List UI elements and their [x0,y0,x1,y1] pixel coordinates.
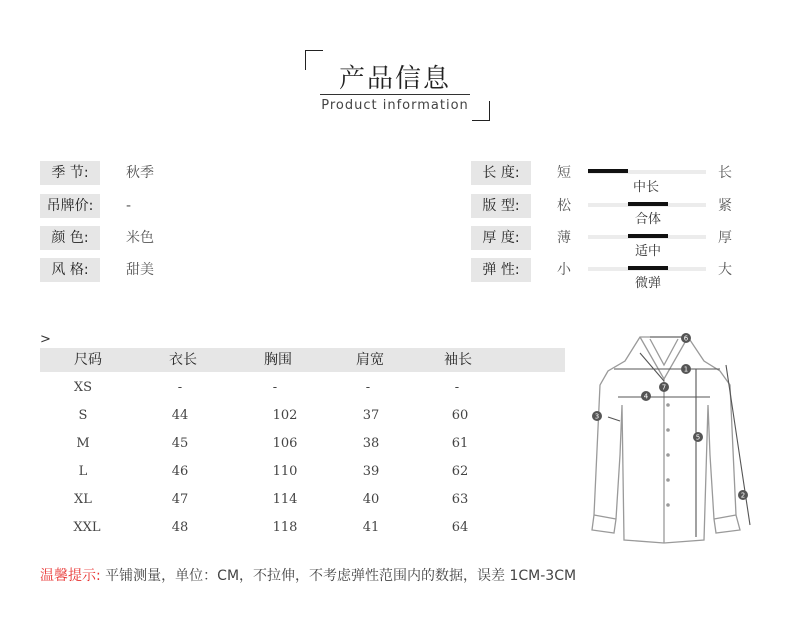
header-length: 衣长 [169,352,197,368]
season-label: 季 节: [40,161,100,185]
cell-xl-sleeve: 63 [451,492,469,507]
thickness-high: 厚 [718,230,732,246]
cell-xxl-shoulder: 41 [362,520,380,535]
cell-xl-length: 47 [171,492,189,507]
thickness-low: 薄 [557,230,571,246]
fit-low: 松 [557,198,571,214]
length-label: 长 度: [471,161,531,185]
cell-s-bust: 102 [272,408,298,423]
measure-lines [608,334,750,537]
tag-price-value: - [126,198,132,214]
thickness-scale-marker [628,234,668,238]
cell-xxl-sleeve: 64 [451,520,469,535]
cell-m-shoulder: 38 [362,436,380,451]
cell-xl-bust: 114 [272,492,298,507]
cell-m-size: M [76,436,90,451]
thickness-label: 厚 度: [471,226,531,250]
fit-selected: 合体 [634,212,661,227]
cell-s-sleeve: 60 [451,408,469,423]
bracket-bottom-right-vertical [489,101,490,121]
cell-xs-shoulder: - [365,380,371,395]
cell-m-bust: 106 [272,436,298,451]
measure-markers [592,333,748,500]
cell-l-size: L [78,464,88,479]
elasticity-low: 小 [557,262,571,278]
cell-l-bust: 110 [272,464,298,479]
length-selected: 中长 [632,180,659,195]
length-scale-marker [588,169,628,173]
marker-2-label: 2 [740,491,746,500]
page-subtitle: Product information [321,98,469,113]
elasticity-high: 大 [718,262,732,278]
shirt-buttons [666,403,670,507]
shirt-measurement-diagram [580,325,760,550]
shirt-outline [592,334,740,543]
fit-scale-marker [628,202,668,206]
table-marker: > [40,332,51,347]
header-size: 尺码 [74,352,102,368]
cell-xs-size: XS [73,380,93,395]
tip-text: 平铺测量，单位：CM，不拉伸，不考虑弹性范围内的数据，误差 1CM-3CM [105,568,577,584]
marker-5-label: 5 [695,433,701,442]
cell-xs-sleeve: - [454,380,460,395]
cell-l-length: 46 [171,464,189,479]
tag-price-label: 吊牌价: [40,194,100,218]
title-underline [320,94,470,95]
marker-6-label: 6 [683,334,689,343]
elasticity-selected: 微弹 [634,276,661,291]
cell-xl-size: XL [74,492,92,507]
elasticity-scale-marker [628,266,668,270]
cell-m-length: 45 [171,436,189,451]
header-sleeve: 袖长 [444,352,472,368]
elasticity-label: 弹 性: [471,258,531,282]
cell-l-shoulder: 39 [362,464,380,479]
fit-high: 紧 [718,198,732,214]
marker-3-label: 3 [594,412,600,421]
length-low: 短 [557,165,571,181]
page-title: 产品信息 [338,64,451,94]
cell-xs-length: - [177,380,183,395]
cell-xl-shoulder: 40 [362,492,380,507]
cell-xxl-length: 48 [171,520,189,535]
color-value: 米色 [126,230,154,246]
thickness-selected: 适中 [634,244,661,259]
style-label: 风 格: [40,258,100,282]
cell-xs-bust: - [272,380,278,395]
cell-s-shoulder: 37 [362,408,380,423]
header-bust: 胸围 [264,352,292,368]
color-label: 颜 色: [40,226,100,250]
bracket-top-left [305,50,323,51]
cell-xxl-size: XXL [73,520,101,535]
cell-l-sleeve: 62 [451,464,469,479]
header-shoulder: 肩宽 [356,352,384,368]
marker-1-label: 1 [683,365,689,374]
length-high: 长 [718,165,732,181]
marker-7-label: 7 [661,383,667,392]
fit-label: 版 型: [471,194,531,218]
size-tip [40,565,576,585]
cell-xxl-bust: 118 [272,520,298,535]
bracket-bottom-right [472,120,490,121]
marker-4-label: 4 [643,392,649,401]
cell-s-length: 44 [171,408,189,423]
season-value: 秋季 [126,165,154,181]
cell-s-size: S [78,408,88,423]
cell-m-sleeve: 61 [451,436,469,451]
marker-numbers [595,335,745,500]
style-value: 甜美 [126,262,154,278]
tip-label: 温馨提示: [40,568,101,584]
